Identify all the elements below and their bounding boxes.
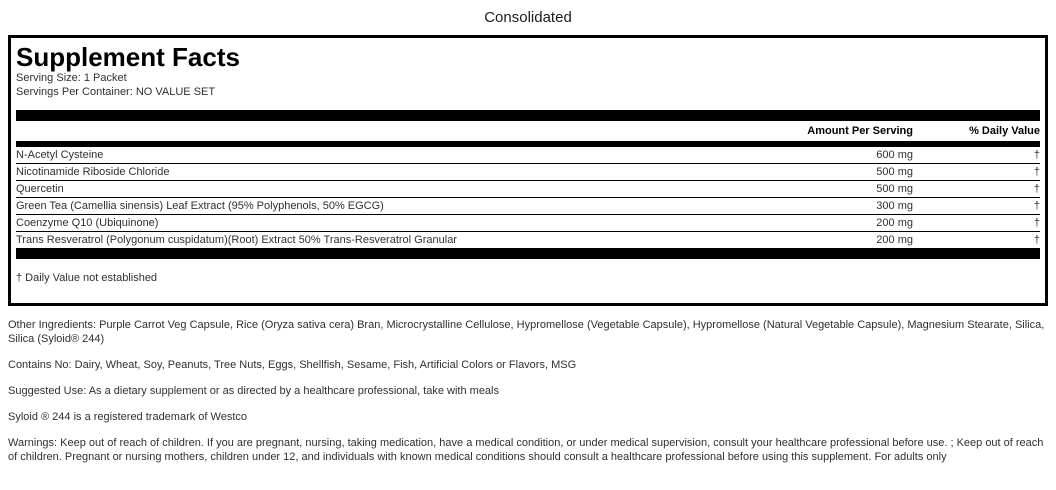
table-row xyxy=(16,198,1040,215)
ingredient-name: Green Tea (Camellia sinensis) Leaf Extract (95% Polyphenols, 50% EGCG) xyxy=(16,198,740,215)
supplement-facts-panel xyxy=(8,35,1048,306)
page-title: Consolidated xyxy=(484,9,572,26)
trademark-text: Syloid ® 244 is a registered trademark of Westco xyxy=(8,411,248,423)
other-ingredients-text: Other Ingredients: Purple Carrot Veg Capsule, Rice (Oryza sativa cera) Bran, Microcrystalline Cellulose, Hypromellose (Vegetable Capsule), Hypromellose (Natural Vegetable Capsule), Magnesium Stearate, Silica, Silica (Syloid® 244) xyxy=(8,319,1045,345)
facts-table-header xyxy=(16,121,1040,144)
facts-table xyxy=(16,121,1040,248)
ingredient-amount: 200 mg xyxy=(740,215,914,232)
ingredient-daily-value: † xyxy=(913,164,1040,181)
ingredient-amount: 200 mg xyxy=(876,234,913,246)
suggested-use-text: Suggested Use: As a dietary supplement or as directed by a healthcare professional, take with meals xyxy=(8,385,499,397)
serving-size-text: Serving Size: 1 Packet xyxy=(16,72,127,84)
ingredient-name: Quercetin xyxy=(16,181,740,198)
contains-no-text: Contains No: Dairy, Wheat, Soy, Peanuts, Tree Nuts, Eggs, Shellfish, Sesame, Fish, Artificial Colors or Flavors, MSG xyxy=(8,359,577,371)
daily-value-footnote: † Daily Value not established xyxy=(16,272,158,284)
ingredient-amount: 500 mg xyxy=(740,181,914,198)
column-header-daily-value: % Daily Value xyxy=(913,121,1040,144)
ingredient-name: N-Acetyl Cysteine xyxy=(16,144,740,164)
servings-per-container-text: Servings Per Container: NO VALUE SET xyxy=(16,86,216,98)
table-row xyxy=(16,181,1040,198)
warnings-text: Warnings: Keep out of reach of children. If you are pregnant, nursing, taking medication, have a medical condition, or under medical supervision, consult your healthcare professional before use. ; Keep out of reach of children. Pregnant or nursing mothers, children under 12, and individuals with known medical conditions should consult a healthcare professional before using this supplement. For adults only xyxy=(8,437,1044,463)
panel-heading: Supplement Facts xyxy=(16,42,240,72)
separator-bar-bottom xyxy=(16,248,1040,259)
separator-bar-top xyxy=(16,110,1040,121)
table-row xyxy=(16,215,1040,232)
ingredient-amount: 300 mg xyxy=(740,198,914,215)
ingredient-name: Coenzyme Q10 (Ubiquinone) xyxy=(16,215,740,232)
ingredient-daily-value: † xyxy=(913,144,1040,164)
ingredient-amount: 500 mg xyxy=(740,164,914,181)
info-section xyxy=(8,318,1048,464)
table-row xyxy=(16,144,1040,164)
facts-table-body xyxy=(16,144,1040,248)
ingredient-name: Nicotinamide Riboside Chloride xyxy=(16,164,740,181)
table-row xyxy=(16,232,1040,249)
table-row xyxy=(16,164,1040,181)
ingredient-name: Trans Resveratrol (Polygonum cuspidatum)(Root) Extract 50% Trans-Resveratrol Granular xyxy=(16,234,457,246)
ingredient-amount: 600 mg xyxy=(740,144,914,164)
ingredient-daily-value: † xyxy=(913,181,1040,198)
ingredient-daily-value: † xyxy=(913,215,1040,232)
column-header-amount: Amount Per Serving xyxy=(740,121,914,144)
ingredient-daily-value: † xyxy=(1033,234,1040,246)
ingredient-daily-value: † xyxy=(913,198,1040,215)
header-row xyxy=(16,121,1040,144)
column-header-ingredient xyxy=(16,121,740,144)
